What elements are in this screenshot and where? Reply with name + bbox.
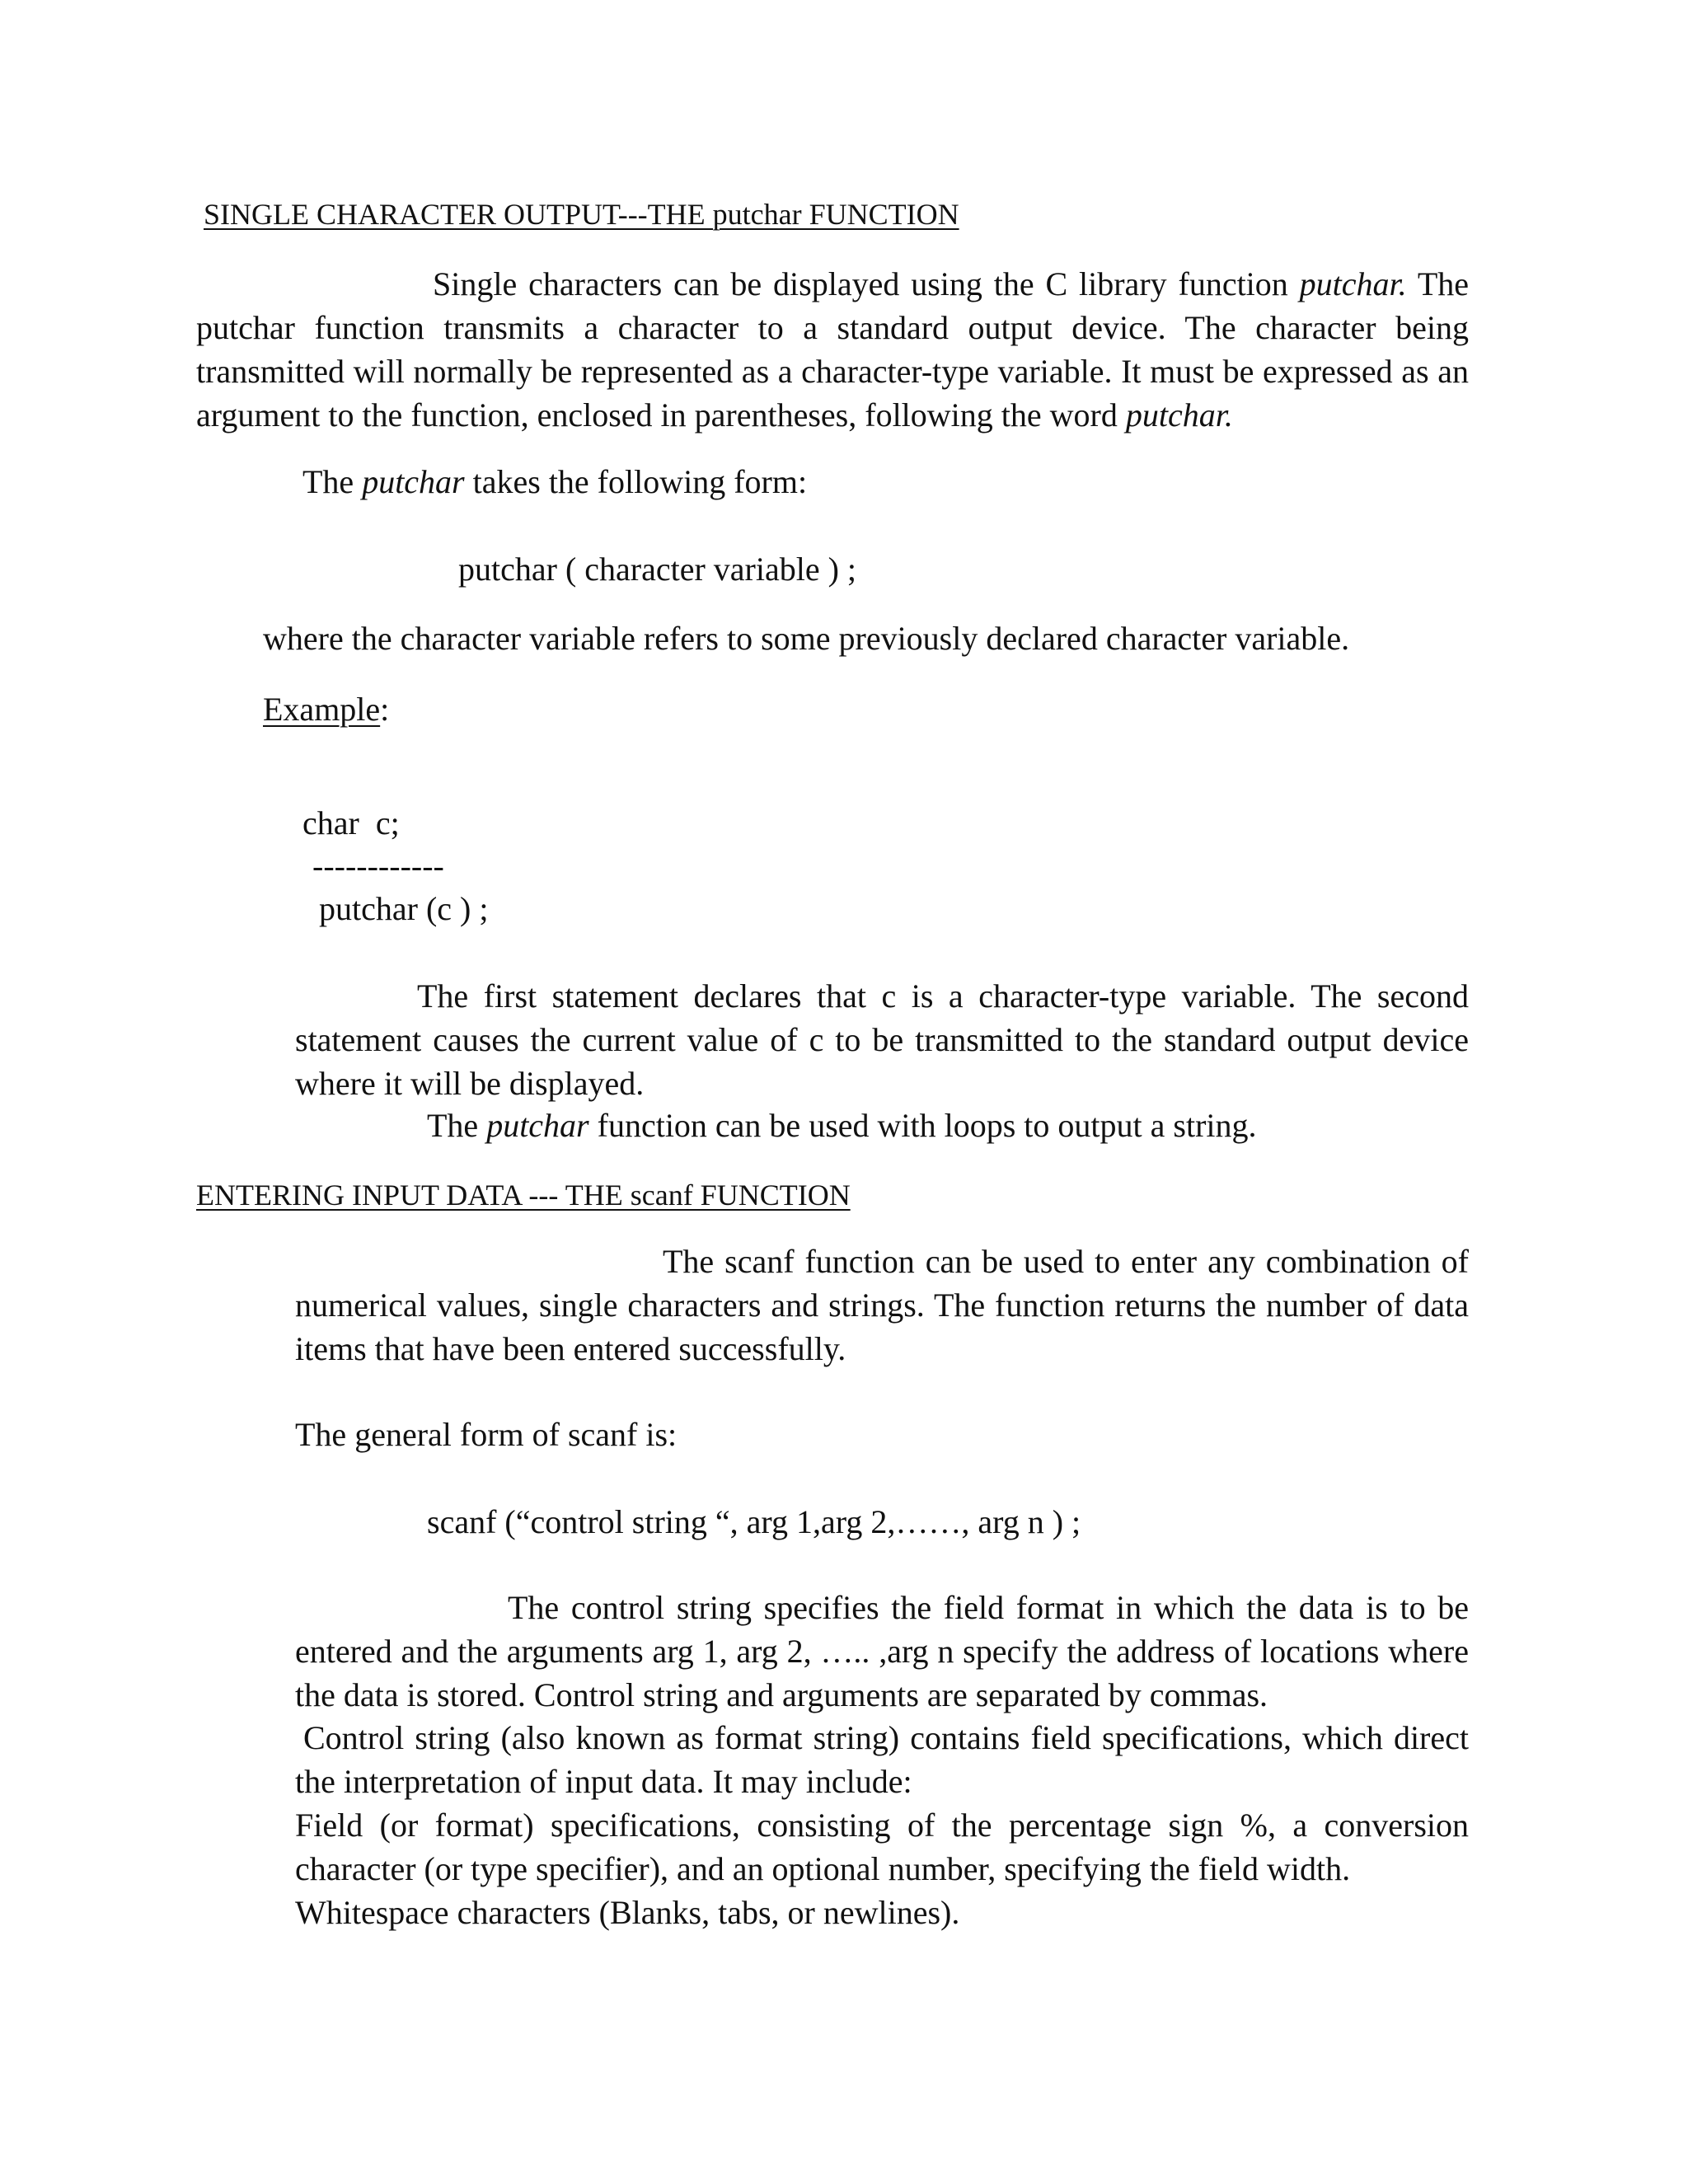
code-line-declaration: char c; — [302, 804, 400, 841]
putchar-syntax: putchar ( character variable ) ; — [458, 551, 857, 588]
section-heading-scanf: ENTERING INPUT DATA --- THE scanf FUNCTION — [196, 1179, 851, 1212]
putchar-where-text: where the character variable refers to some previously declared character variable. — [263, 620, 1350, 657]
scanf-intro-text: The scanf function can be used to enter any combination of numerical values, single characters and strings. The function returns the number of data items that have been entered successfully. — [295, 1243, 1469, 1367]
format-string-text: Control string (also known as format string) contains field specifications, which direct the interpretation of input data. It may include: — [295, 1719, 1469, 1800]
putchar-loops-italic: putchar — [486, 1107, 589, 1144]
control-string-paragraph — [295, 1586, 1469, 1717]
putchar-intro-text-1: Single characters can be displayed using the C library function — [433, 265, 1300, 302]
section-heading-putchar: SINGLE CHARACTER OUTPUT---THE putchar FUNCTION — [204, 198, 959, 231]
putchar-intro-italic-1: putchar. — [1299, 265, 1407, 302]
putchar-form-italic: putchar — [362, 463, 465, 500]
explanation-text: The first statement declares that c is a character-type variable. The second statement causes the current value of c to be transmitted to the standard output device where it will be displayed. — [295, 977, 1469, 1102]
putchar-form-text-2: takes the following form: — [464, 463, 808, 500]
control-string-text: The control string specifies the field format in which the data is to be entered and the arguments arg 1, arg 2, ….. ,arg n specify the address of locations where the data is stored. Control string and arguments are separated by commas. — [295, 1589, 1469, 1713]
putchar-form-text-1: The — [302, 463, 363, 500]
putchar-intro-paragraph — [196, 262, 1469, 437]
field-specifications-paragraph: Field (or format) specifications, consisting of the percentage sign %, a conversion character (or type specifier), and an optional number, specifying the field width. — [295, 1807, 1469, 1887]
putchar-loops-text-2: function can be used with loops to output a string. — [588, 1107, 1257, 1144]
putchar-intro-italic-2: putchar. — [1125, 396, 1233, 434]
example-label-text: Example — [263, 691, 381, 728]
putchar-loops-line — [427, 1104, 1257, 1147]
example-label — [263, 687, 389, 731]
putchar-intro-text-2: The putchar function transmits a character to a standard output device. The character being transmitted will normally be represented as a character-type variable. It must be expressed as an argument to the function, enclosed in parentheses, following the word — [196, 265, 1470, 434]
scanf-intro-paragraph — [295, 1240, 1469, 1371]
putchar-form-line — [302, 460, 807, 504]
scanf-syntax: scanf (“control string “, arg 1,arg 2,……, arg n ) ; — [427, 1503, 1081, 1540]
whitespace-characters-line: Whitespace characters (Blanks, tabs, or newlines). — [295, 1894, 960, 1931]
code-line-putchar-call: putchar (c ) ; — [319, 890, 489, 927]
scanf-general-form: The general form of scanf is: — [295, 1416, 678, 1453]
code-line-separator: ------------ — [312, 847, 444, 884]
format-string-paragraph — [295, 1716, 1469, 1803]
putchar-loops-text-1: The — [427, 1107, 487, 1144]
example-label-colon: : — [380, 691, 390, 728]
explanation-paragraph — [295, 974, 1469, 1105]
